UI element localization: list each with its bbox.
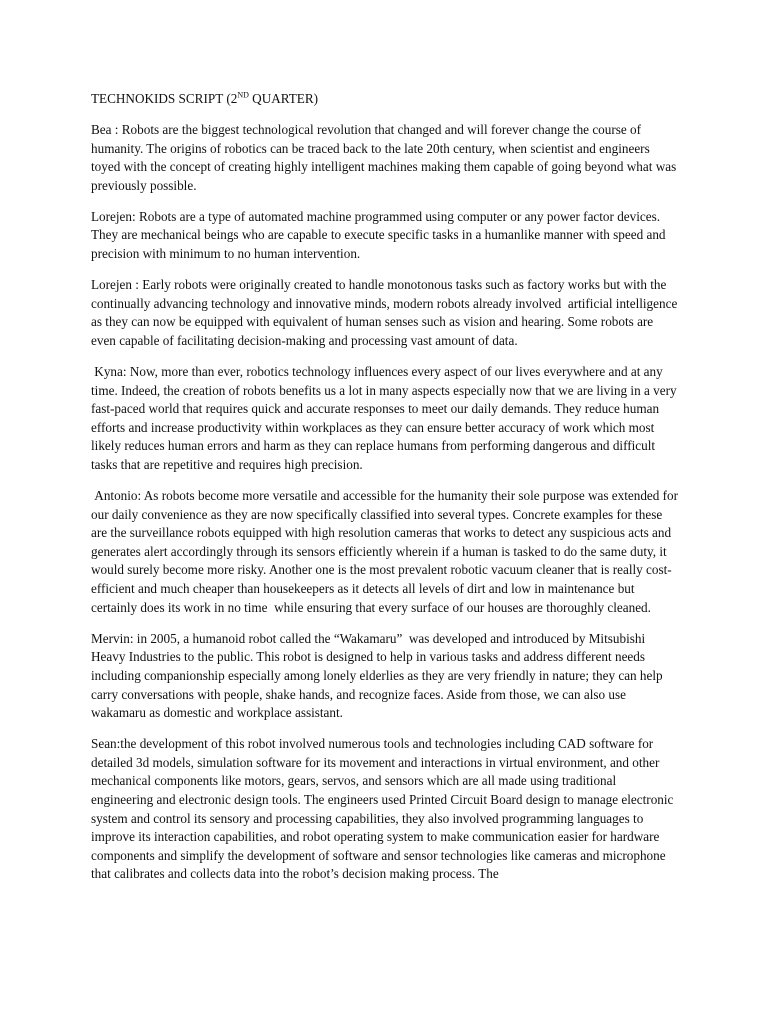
- title-prefix: TECHNOKIDS SCRIPT (2: [91, 91, 238, 106]
- title-superscript: ND: [237, 90, 249, 100]
- title-suffix: QUARTER): [248, 91, 319, 106]
- paragraph-antonio: Antonio: As robots become more versatile and accessible for the humanity their sole purpose was extended for our daily convenience as they are now specifically classified into several types. Concrete examples for these are the surveillance robots equipped with high resolution cameras that works to detect any suspicious acts and generates alert accordingly through its sensors efficiently wherein if a human is tasked to do the same duty, it would surely become more risky. Another one is the most prevalent robotic vacuum cleaner that is really cost-efficient and much cheaper than housekeepers as it detects all levels of dirt and low in maintenance but certainly does its work in no time while ensuring that every surface of our houses are thoroughly cleaned.: [91, 488, 682, 615]
- paragraph-bea: Bea : Robots are the biggest technological revolution that changed and will forever change the course of humanity. The origins of robotics can be traced back to the late 20th century, when scientist and engineers toyed with the concept of creating highly intelligent machines making them capable of going beyond what was previously possible.: [91, 122, 680, 193]
- paragraph-kyna: Kyna: Now, more than ever, robotics technology influences every aspect of our lives everywhere and at any time. Indeed, the creation of robots benefits us a lot in many aspects especially now that we are living in a very fast-paced world that requires quick and accurate responses to meet our daily demands. They reduce human efforts and increase productivity within workplaces as they can ensure better accuracy of work which most likely reduces human errors and harm as they can replace humans from performing dangerous and difficult tasks that are repetitive and requires high precision.: [91, 364, 680, 472]
- paragraph-sean: Sean:the development of this robot involved numerous tools and technologies including CAD software for detailed 3d models, simulation software for its movement and interactions in virtual environment, and other mechanical components like motors, gears, servos, and sensors which are all made using traditional engineering and electronic design tools. The engineers used Printed Circuit Board design to manage electronic system and control its sensory and processing capabilities, they also involved programming languages to improve its interaction capabilities, and robot operating system to make communication easier for hardware components and simplify the development of software and sensor technologies like cameras and microphone that calibrates and collects data into the robot’s decision making process. The: [91, 736, 677, 882]
- paragraph-lorejen-2: Lorejen : Early robots were originally created to handle monotonous tasks such as factory works but with the continually advancing technology and innovative minds, modern robots already involved artificial intelligence as they can now be equipped with equivalent of human senses such as vision and hearing. Some robots are even capable of facilitating decision-making and processing vast amount of data.: [91, 277, 681, 348]
- document-body: [91, 90, 681, 896]
- document-title: [91, 90, 681, 108]
- paragraph-mervin: Mervin: in 2005, a humanoid robot called the “Wakamaru” was developed and introduced by Mitsubishi Heavy Industries to the public. This robot is designed to help in various tasks and address different needs including companionship especially among lonely elderlies as they are very friendly in nature; they can help carry conversations with people, shake hands, and recognize faces. Aside from those, we can also use wakamaru as domestic and workplace assistant.: [91, 630, 666, 721]
- paragraph-lorejen-1: Lorejen: Robots are a type of automated machine programmed using computer or any power factor devices. They are mechanical beings who are capable to execute specific tasks in a humanlike manner with speed and precision with minimum to no human intervention.: [91, 208, 669, 262]
